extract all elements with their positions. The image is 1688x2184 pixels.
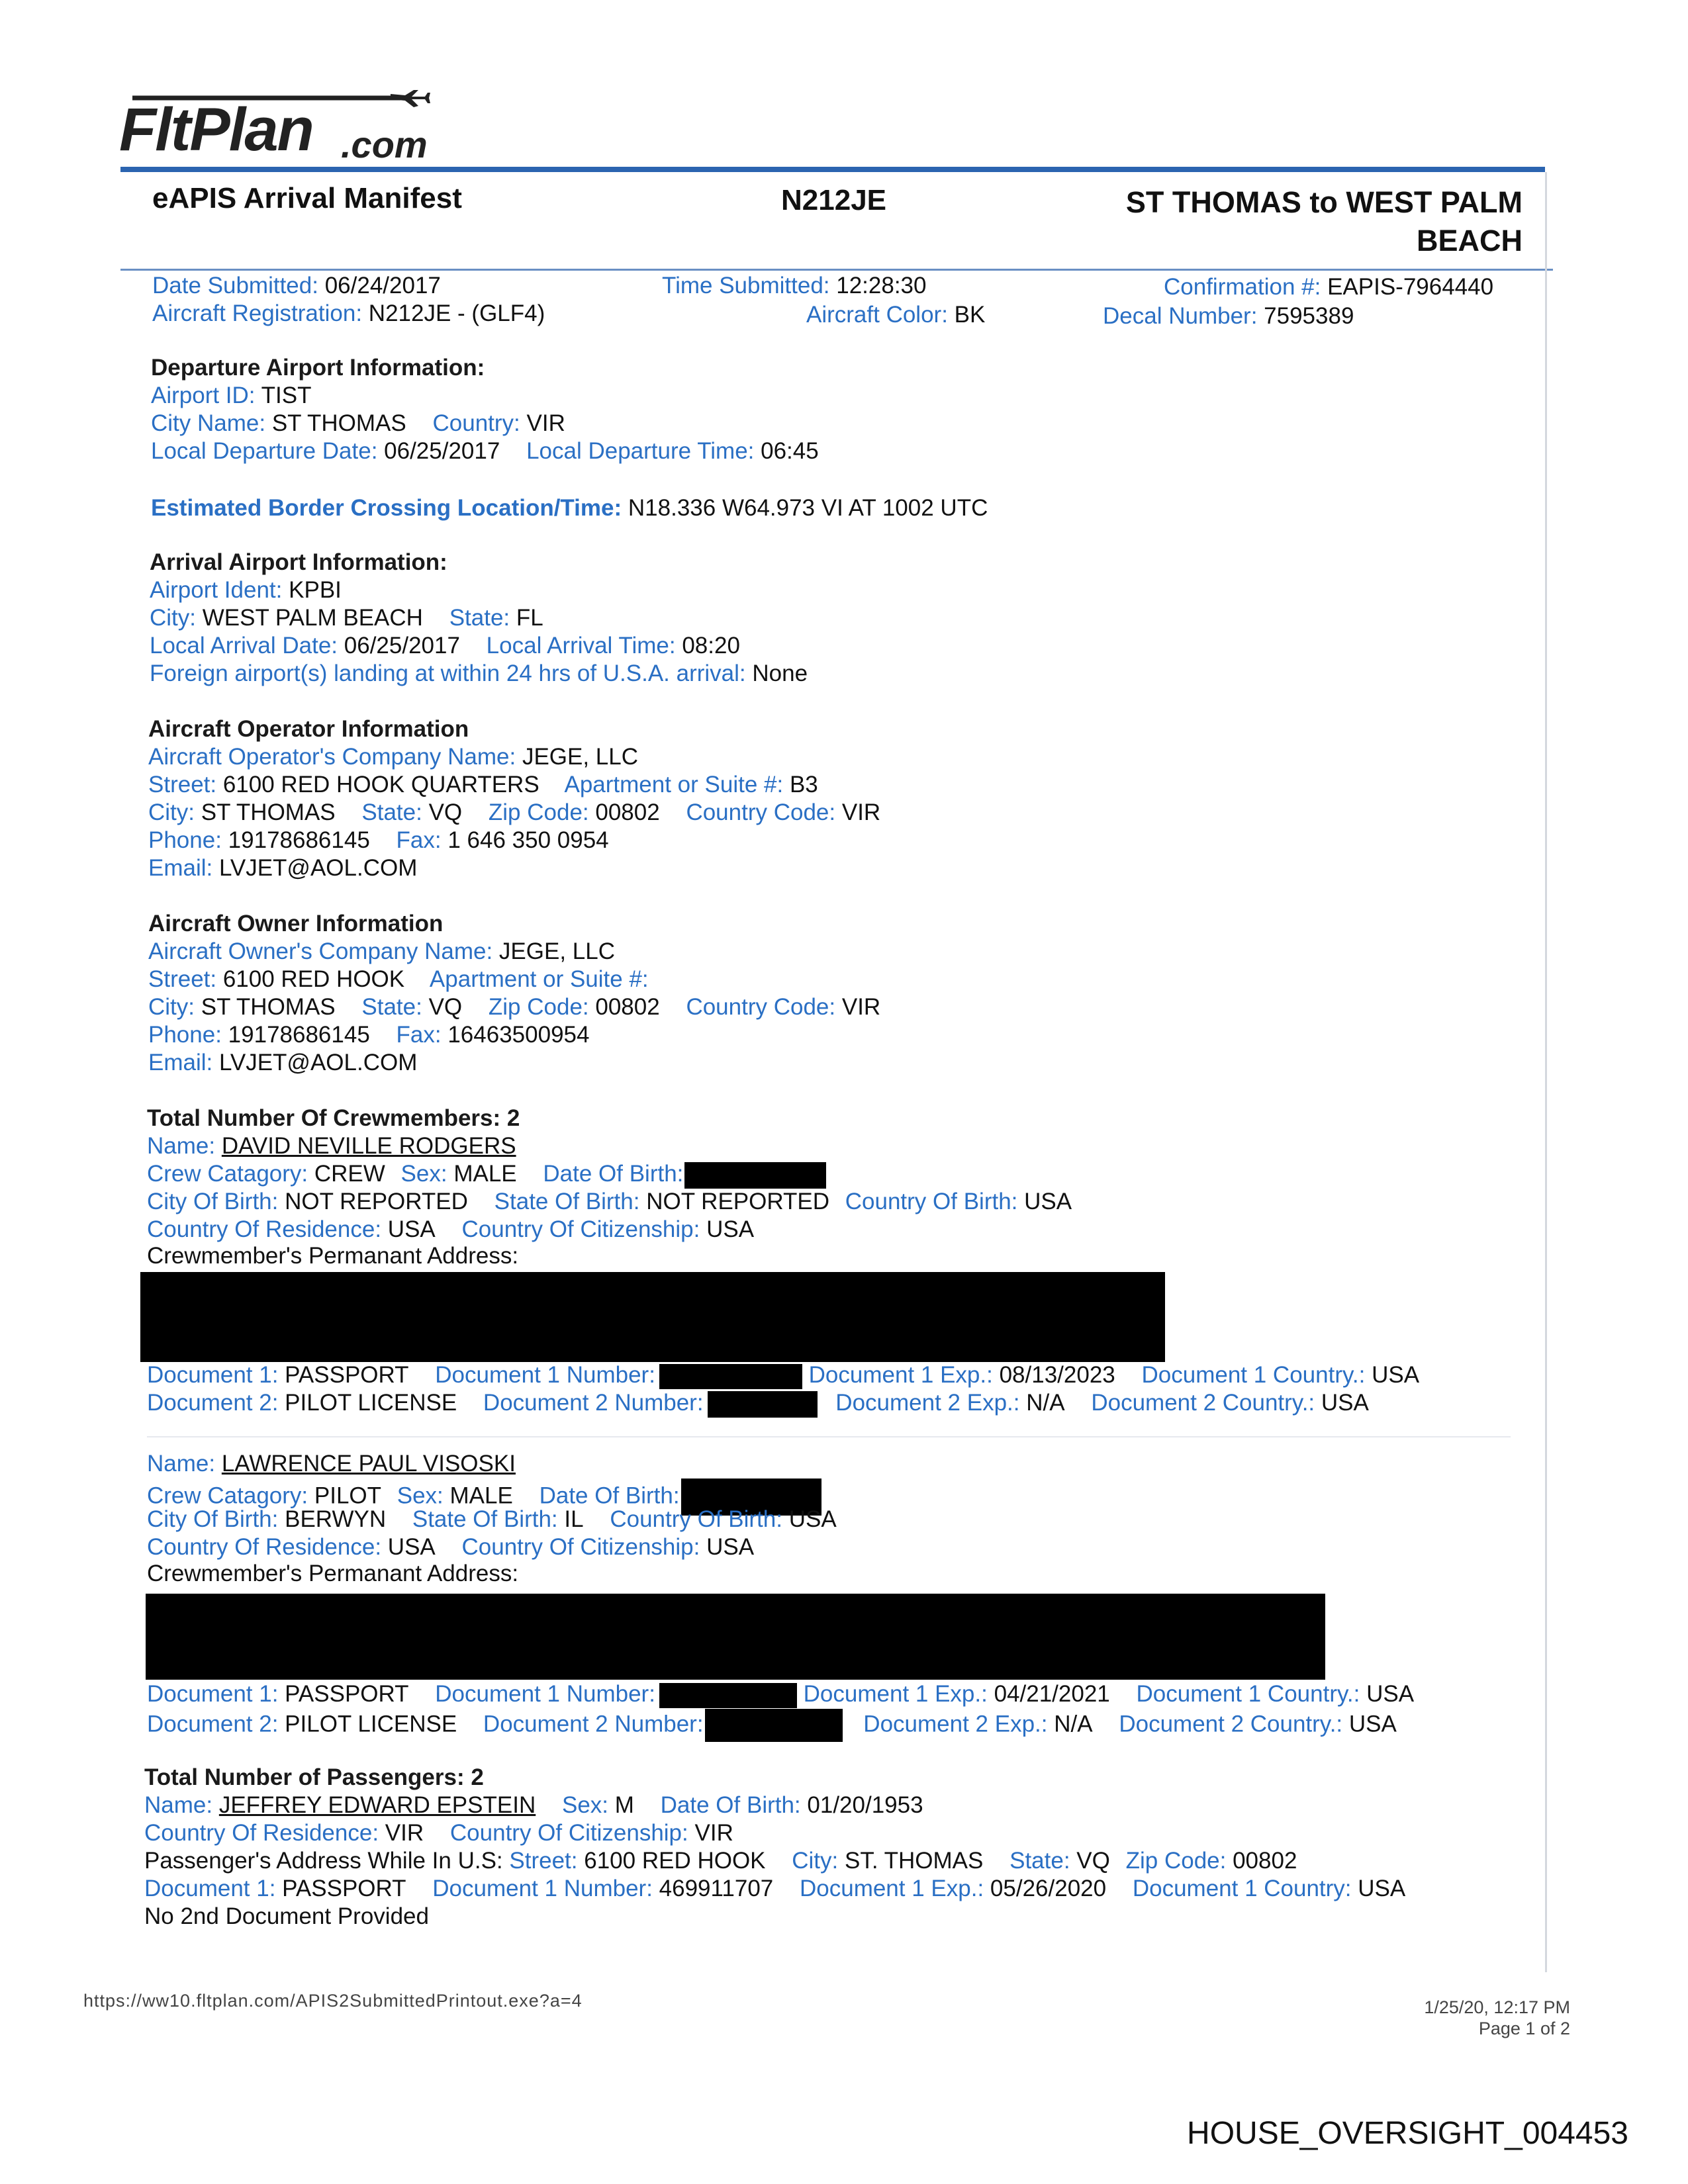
passenger1-residence-row xyxy=(144,1820,733,1846)
crew1-doc1-number-label: Document 1 Number: xyxy=(435,1362,655,1388)
arrival-date-value: 06/25/2017 xyxy=(344,633,460,659)
city-name-value: ST THOMAS xyxy=(271,410,406,436)
crew2-doc1-exp-value: 04/21/2021 xyxy=(994,1681,1110,1707)
crew1-doc2-country-value: USA xyxy=(1321,1390,1369,1416)
owner-phone-row xyxy=(148,1022,589,1048)
operator-fax-value: 1 646 350 0954 xyxy=(447,827,609,853)
crew2-doc2-country-value: USA xyxy=(1348,1711,1397,1737)
owner-country-code-label: Country Code: xyxy=(686,994,836,1020)
owner-street-value: 6100 RED HOOK xyxy=(222,966,405,992)
owner-fax-value: 16463500954 xyxy=(447,1022,590,1048)
crew2-doc1-exp-label: Document 1 Exp.: xyxy=(803,1681,988,1707)
passenger1-address-row xyxy=(144,1848,1297,1874)
crew2-doc1-country-value: USA xyxy=(1366,1681,1415,1707)
crew1-name-row xyxy=(147,1133,516,1160)
time-submitted xyxy=(662,273,927,299)
crew2-doc2-value: PILOT LICENSE xyxy=(285,1711,457,1737)
owner-email-row xyxy=(148,1050,417,1076)
crew1-citizenship-label: Country Of Citizenship: xyxy=(461,1216,700,1242)
departure-date-value: 06/25/2017 xyxy=(384,438,500,464)
crew1-name-value: DAVID NEVILLE RODGERS xyxy=(221,1133,516,1159)
aircraft-color xyxy=(806,302,985,328)
crew1-name-label: Name: xyxy=(147,1133,216,1159)
passenger1-zip-label: Zip Code: xyxy=(1125,1848,1227,1874)
passenger1-name-row xyxy=(144,1792,923,1819)
crew2-doc2-exp-value: N/A xyxy=(1054,1711,1093,1737)
crew1-category-row xyxy=(147,1161,826,1189)
crew2-doc2-number-redaction xyxy=(705,1709,843,1742)
operator-phone-label: Phone: xyxy=(148,827,222,853)
owner-fax-label: Fax: xyxy=(396,1022,442,1048)
tail-number: N212JE xyxy=(781,184,887,216)
crew1-doc2-row xyxy=(147,1390,1369,1418)
crew-heading: Total Number Of Crewmembers: 2 xyxy=(147,1105,520,1131)
crew1-birth-row xyxy=(147,1189,1072,1215)
operator-zip-label: Zip Code: xyxy=(488,799,589,825)
crew2-doc1-country-label: Document 1 Country.: xyxy=(1136,1681,1360,1707)
crew1-doc2-exp-label: Document 2 Exp.: xyxy=(835,1390,1020,1416)
airport-id-value: TIST xyxy=(261,383,312,408)
route-title xyxy=(1126,185,1523,258)
time-submitted-label: Time Submitted: xyxy=(662,273,830,298)
crew1-residence-row xyxy=(147,1216,754,1243)
crew2-citizenship-value: USA xyxy=(706,1534,755,1560)
border-crossing-row xyxy=(151,495,988,522)
operator-state-value: VQ xyxy=(428,799,463,825)
passenger1-state-label: State: xyxy=(1009,1848,1070,1874)
owner-street-row xyxy=(148,966,649,993)
crew1-residence-label: Country Of Residence: xyxy=(147,1216,382,1242)
airport-id-label: Airport ID: xyxy=(151,383,256,408)
arrival-city-row xyxy=(150,605,543,631)
registration-label: Aircraft Registration: xyxy=(152,300,363,326)
crew-divider xyxy=(147,1436,1511,1437)
passenger1-residence-label: Country Of Residence: xyxy=(144,1820,379,1846)
crew2-dob-label: Date Of Birth: xyxy=(539,1482,680,1509)
crew1-citizenship-value: USA xyxy=(706,1216,755,1242)
owner-zip-value: 00802 xyxy=(595,994,660,1020)
crew1-address-label: Crewmember's Permanant Address: xyxy=(147,1243,519,1269)
confirmation-value: EAPIS-7964440 xyxy=(1327,274,1494,300)
crew1-doc1-number-redaction xyxy=(659,1364,802,1389)
owner-email-label: Email: xyxy=(148,1050,213,1075)
footer-url: https://ww10.fltplan.com/APIS2SubmittedPrintout.exe?a=4 xyxy=(83,1991,583,2011)
crew1-country-birth-label: Country Of Birth: xyxy=(845,1189,1018,1214)
route-line-1: ST THOMAS to WEST PALM xyxy=(1125,185,1523,219)
operator-phone-value: 19178686145 xyxy=(228,827,370,853)
arrival-ident-row xyxy=(150,577,342,604)
header-rule xyxy=(120,167,1545,172)
registration-value: N212JE - (GLF4) xyxy=(368,300,545,326)
crew2-category-value: PILOT xyxy=(314,1482,382,1509)
passenger1-doc1-country-value: USA xyxy=(1358,1876,1406,1901)
arrival-heading: Arrival Airport Information: xyxy=(150,549,447,575)
crew1-address-redaction xyxy=(140,1272,1165,1362)
crew2-birth-row xyxy=(147,1506,837,1533)
passenger1-doc1-country-label: Document 1 Country: xyxy=(1132,1876,1352,1901)
owner-apt-label: Apartment or Suite #: xyxy=(429,966,649,992)
crew1-doc1-country-label: Document 1 Country.: xyxy=(1141,1362,1366,1388)
departure-time-value: 06:45 xyxy=(761,438,819,464)
crew2-name-label: Name: xyxy=(147,1451,216,1477)
passenger1-no-doc2: No 2nd Document Provided xyxy=(144,1903,429,1929)
crew2-residence-label: Country Of Residence: xyxy=(147,1534,382,1560)
submission-row-1 xyxy=(152,273,441,299)
crew2-doc2-row xyxy=(147,1709,1397,1742)
crew2-category-label: Crew Catagory: xyxy=(147,1482,308,1509)
passenger1-citizenship-label: Country Of Citizenship: xyxy=(449,1820,688,1846)
crew2-state-birth-label: State Of Birth: xyxy=(412,1506,558,1532)
aircraft-color-label: Aircraft Color: xyxy=(806,302,948,328)
owner-company-row xyxy=(148,938,615,965)
crew2-address-redaction xyxy=(146,1594,1325,1680)
route-line-2: BEACH xyxy=(1416,224,1523,257)
crew1-doc2-label: Document 2: xyxy=(147,1390,279,1416)
owner-company-label: Aircraft Owner's Company Name: xyxy=(148,938,493,964)
owner-phone-value: 19178686145 xyxy=(228,1022,370,1048)
foreign-airport-label: Foreign airport(s) landing at within 24 hrs of U.S.A. arrival: xyxy=(150,660,746,686)
passenger1-doc1-exp-value: 05/26/2020 xyxy=(990,1876,1107,1901)
operator-city-row xyxy=(148,799,880,826)
header-divider xyxy=(120,269,1553,271)
passengers-heading: Total Number of Passengers: 2 xyxy=(144,1764,484,1790)
arrival-city-value: WEST PALM BEACH xyxy=(202,605,423,631)
owner-state-label: State: xyxy=(361,994,422,1020)
departure-time-label: Local Departure Time: xyxy=(526,438,755,464)
operator-email-value: LVJET@AOL.COM xyxy=(218,855,418,881)
right-border xyxy=(1545,172,1547,1972)
logo-suffix-text: .com xyxy=(341,124,428,165)
crew1-state-birth-label: State Of Birth: xyxy=(494,1189,640,1214)
decal-label: Decal Number: xyxy=(1103,303,1258,329)
arrival-state-label: State: xyxy=(449,605,510,631)
departure-city-row xyxy=(151,410,565,437)
crew1-city-birth-label: City Of Birth: xyxy=(147,1189,279,1214)
operator-country-code-value: VIR xyxy=(841,799,881,825)
time-submitted-value: 12:28:30 xyxy=(836,273,927,298)
crew2-doc1-value: PASSPORT xyxy=(285,1681,409,1707)
confirmation xyxy=(1164,274,1493,300)
foreign-airport-row xyxy=(150,660,808,687)
city-name-label: City Name: xyxy=(151,410,266,436)
passenger1-name-value: JEFFREY EDWARD EPSTEIN xyxy=(218,1792,536,1818)
operator-city-value: ST THOMAS xyxy=(201,799,336,825)
crew2-doc1-number-redaction xyxy=(659,1683,797,1708)
crew1-doc2-number-redaction xyxy=(708,1391,818,1418)
passenger1-doc1-value: PASSPORT xyxy=(282,1876,406,1901)
operator-city-label: City: xyxy=(148,799,195,825)
passenger1-city-label: City: xyxy=(792,1848,839,1874)
owner-phone-label: Phone: xyxy=(148,1022,222,1048)
arrival-time-row xyxy=(150,633,740,659)
departure-heading: Departure Airport Information: xyxy=(151,355,485,381)
operator-apt-label: Apartment or Suite #: xyxy=(564,772,784,797)
departure-date-label: Local Departure Date: xyxy=(151,438,378,464)
crew1-residence-value: USA xyxy=(387,1216,436,1242)
crew1-doc1-value: PASSPORT xyxy=(285,1362,409,1388)
owner-state-value: VQ xyxy=(428,994,463,1020)
crew2-citizenship-label: Country Of Citizenship: xyxy=(461,1534,700,1560)
crew2-sex-value: MALE xyxy=(449,1482,513,1509)
crew1-dob-label: Date Of Birth: xyxy=(543,1161,684,1187)
passenger1-sex-label: Sex: xyxy=(561,1792,609,1818)
crew1-doc1-country-value: USA xyxy=(1372,1362,1420,1388)
decal-value: 7595389 xyxy=(1264,303,1354,329)
passenger1-doc1-number-label: Document 1 Number: xyxy=(432,1876,653,1901)
departure-airport xyxy=(151,383,311,409)
operator-state-label: State: xyxy=(361,799,422,825)
airport-ident-label: Airport Ident: xyxy=(150,577,283,603)
passenger1-address-prefix: Passenger's Address While In U.S: xyxy=(144,1848,503,1874)
operator-street-value: 6100 RED HOOK QUARTERS xyxy=(222,772,539,797)
passenger1-dob-label: Date Of Birth: xyxy=(660,1792,801,1818)
owner-street-label: Street: xyxy=(148,966,217,992)
operator-fax-label: Fax: xyxy=(396,827,442,853)
operator-company-label: Aircraft Operator's Company Name: xyxy=(148,744,516,770)
passenger1-city-value: ST. THOMAS xyxy=(844,1848,984,1874)
operator-zip-value: 00802 xyxy=(595,799,660,825)
operator-email-row xyxy=(148,855,417,882)
crew1-state-birth-value: NOT REPORTED xyxy=(646,1189,830,1214)
owner-city-row xyxy=(148,994,880,1021)
crew1-doc1-exp-value: 08/13/2023 xyxy=(999,1362,1115,1388)
passenger1-street-label: Street: xyxy=(509,1848,578,1874)
operator-company-value: JEGE, LLC xyxy=(522,744,639,770)
crew2-state-birth-value: IL xyxy=(564,1506,584,1532)
foreign-airport-value: None xyxy=(752,660,808,686)
crew2-doc1-row xyxy=(147,1681,1414,1708)
date-submitted-value: 06/24/2017 xyxy=(324,273,441,298)
crew1-doc2-country-label: Document 2 Country.: xyxy=(1091,1390,1315,1416)
footer-datetime: 1/25/20, 12:17 PM xyxy=(1424,1997,1570,2017)
passenger1-state-value: VQ xyxy=(1076,1848,1110,1874)
crew2-address-label: Crewmember's Permanant Address: xyxy=(147,1561,519,1586)
crew2-country-birth-value: USA xyxy=(788,1506,837,1532)
arrival-date-label: Local Arrival Date: xyxy=(150,633,338,659)
crew2-name-value: LAWRENCE PAUL VISOSKI xyxy=(221,1451,516,1477)
crew2-doc2-exp-label: Document 2 Exp.: xyxy=(863,1711,1048,1737)
crew2-country-birth-label: Country Of Birth: xyxy=(610,1506,782,1532)
arrival-state-value: FL xyxy=(516,605,543,631)
crew2-name-row xyxy=(147,1451,516,1477)
fltplan-logo xyxy=(119,86,450,165)
passenger1-doc1-number-value: 469911707 xyxy=(659,1876,774,1901)
owner-email-value: LVJET@AOL.COM xyxy=(218,1050,418,1075)
airport-ident-value: KPBI xyxy=(289,577,342,603)
owner-country-code-value: VIR xyxy=(841,994,881,1020)
crew1-category-value: CREW xyxy=(314,1161,385,1187)
crew2-doc2-label: Document 2: xyxy=(147,1711,279,1737)
crew1-doc2-value: PILOT LICENSE xyxy=(285,1390,457,1416)
crew1-dob-redaction xyxy=(684,1162,826,1189)
aircraft-color-value: BK xyxy=(954,302,986,328)
passenger1-doc1-row xyxy=(144,1876,1405,1902)
crew2-doc2-country-label: Document 2 Country.: xyxy=(1119,1711,1343,1737)
passenger1-dob-value: 01/20/1953 xyxy=(807,1792,923,1818)
crew1-doc2-number-label: Document 2 Number: xyxy=(483,1390,704,1416)
country-value: VIR xyxy=(526,410,565,436)
arrival-time-value: 08:20 xyxy=(682,633,740,659)
passenger1-name-label: Name: xyxy=(144,1792,213,1818)
crew1-sex-label: Sex: xyxy=(400,1161,447,1187)
crew1-doc1-row xyxy=(147,1362,1419,1389)
date-submitted-label: Date Submitted: xyxy=(152,273,318,298)
crew1-city-birth-value: NOT REPORTED xyxy=(285,1189,468,1214)
crew2-doc1-label: Document 1: xyxy=(147,1681,279,1707)
passenger1-street-value: 6100 RED HOOK xyxy=(584,1848,766,1874)
crew2-residence-value: USA xyxy=(387,1534,436,1560)
passenger1-doc1-label: Document 1: xyxy=(144,1876,276,1901)
passenger1-sex-value: M xyxy=(614,1792,634,1818)
crew2-doc1-number-label: Document 1 Number: xyxy=(435,1681,655,1707)
confirmation-label: Confirmation #: xyxy=(1164,274,1321,300)
bates-number: HOUSE_OVERSIGHT_004453 xyxy=(1187,2116,1628,2151)
logo-main-text: FltPlan xyxy=(119,96,313,163)
crew2-city-birth-label: City Of Birth: xyxy=(147,1506,279,1532)
crew2-sex-label: Sex: xyxy=(397,1482,444,1509)
owner-heading: Aircraft Owner Information xyxy=(148,911,444,936)
crew1-doc2-exp-value: N/A xyxy=(1026,1390,1065,1416)
departure-time-row xyxy=(151,438,819,465)
crew2-city-birth-value: BERWYN xyxy=(285,1506,387,1532)
operator-heading: Aircraft Operator Information xyxy=(148,716,469,742)
crew2-residence-row xyxy=(147,1534,754,1561)
crew1-country-birth-value: USA xyxy=(1024,1189,1072,1214)
owner-zip-label: Zip Code: xyxy=(488,994,589,1020)
operator-company-row xyxy=(148,744,638,770)
manifest-title: eAPIS Arrival Manifest xyxy=(152,182,462,214)
arrival-time-label: Local Arrival Time: xyxy=(486,633,676,659)
operator-email-label: Email: xyxy=(148,855,213,881)
operator-street-row xyxy=(148,772,818,798)
crew2-doc2-number-label: Document 2 Number: xyxy=(483,1711,704,1737)
arrival-city-label: City: xyxy=(150,605,196,631)
crew1-category-label: Crew Catagory: xyxy=(147,1161,308,1187)
operator-phone-row xyxy=(148,827,609,854)
passenger1-zip-value: 00802 xyxy=(1233,1848,1297,1874)
country-label: Country: xyxy=(432,410,520,436)
footer-page-number: Page 1 of 2 xyxy=(1478,2019,1570,2038)
owner-city-label: City: xyxy=(148,994,195,1020)
decal-number xyxy=(1103,303,1354,330)
passenger1-doc1-exp-label: Document 1 Exp.: xyxy=(799,1876,984,1901)
owner-company-value: JEGE, LLC xyxy=(498,938,615,964)
passenger1-residence-value: VIR xyxy=(385,1820,424,1846)
crew1-sex-value: MALE xyxy=(453,1161,517,1187)
operator-apt-value: B3 xyxy=(789,772,818,797)
passenger1-citizenship-value: VIR xyxy=(694,1820,733,1846)
operator-street-label: Street: xyxy=(148,772,217,797)
crew1-doc1-label: Document 1: xyxy=(147,1362,279,1388)
border-crossing-value: N18.336 W64.973 VI AT 1002 UTC xyxy=(628,495,988,521)
owner-city-value: ST THOMAS xyxy=(201,994,336,1020)
border-crossing-label: Estimated Border Crossing Location/Time: xyxy=(151,495,622,521)
crew1-doc1-exp-label: Document 1 Exp.: xyxy=(808,1362,993,1388)
operator-country-code-label: Country Code: xyxy=(686,799,836,825)
aircraft-registration xyxy=(152,300,545,327)
